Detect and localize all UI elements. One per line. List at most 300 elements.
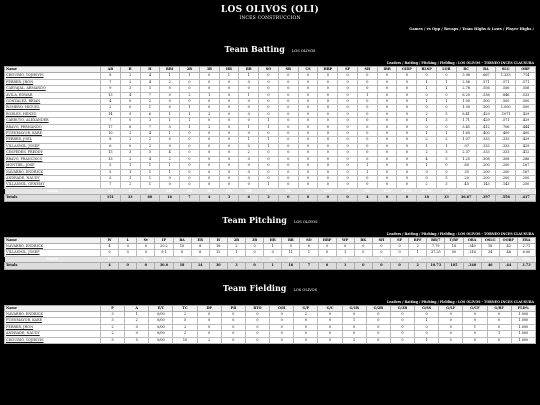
batting-cell: 0 [377,169,397,175]
fielding-column-header[interactable]: P [101,305,125,311]
pitching-cell: 0 [119,250,137,256]
batting-cell: 5 [437,150,457,156]
batting-cell: .500 [516,105,536,111]
player-name-link[interactable]: CESPEDES, FREDDY [5,150,101,156]
batting-cell: 0 [219,79,239,85]
player-name-link[interactable]: VILLASMIL, JOSEF [5,143,101,149]
fielding-column-header[interactable]: O/H [270,305,294,311]
pitching-column-header[interactable]: BB [282,256,300,262]
batting-cell: 0 [298,92,318,98]
pitching-column-header[interactable]: WP [336,256,354,262]
fielding-cell: 1.000 [511,324,535,330]
batting-column-header[interactable]: SH [357,188,377,194]
batting-column-header[interactable]: HBP [318,67,338,73]
batting-cell: 0 [180,156,200,162]
player-name-link[interactable]: CARRUYO, ALEXANDER [5,118,101,124]
batting-cell: 0 [180,175,200,181]
batting-column-header[interactable]: Name [5,188,101,194]
batting-cell: .556 [516,86,536,92]
batting-column-header[interactable]: SB [278,188,298,194]
fielding-cell: 1.000 [511,311,535,317]
nav-player-highs-link[interactable]: Player Highs [505,27,532,31]
pitching-column-header[interactable]: OSLG [481,237,499,243]
batting-column-header[interactable]: 2B [180,67,200,73]
batting-cell: 0 [397,169,417,175]
pitching-totals-cell: .44 [499,263,517,269]
batting-column-header[interactable]: HBP [318,188,338,194]
batting-column-header[interactable]: H [140,188,160,194]
pitching-column-header[interactable]: ERA [517,256,535,262]
player-name-link[interactable]: ANDRADE, NAUDY [5,331,101,337]
pitching-column-header[interactable]: ER [191,256,209,262]
batting-column-header[interactable]: HR [219,67,239,73]
nav-team-highs-link[interactable]: Team Highs & Lows [462,27,502,31]
player-name-link[interactable]: CARVAJAL, ARMANDO [5,86,101,92]
player-name-link[interactable]: VILLASMIL, JOSEF [5,250,101,256]
pitching-column-header[interactable]: SO [300,237,318,243]
pitching-column-header[interactable]: SO [300,256,318,262]
pitching-cell: 0 [372,243,390,249]
batting-cell: 1 [160,131,180,137]
batting-cell: 0 [160,92,180,98]
fielding-cell: 0/00 [149,331,173,337]
pitching-column-header[interactable]: HBP [318,256,336,262]
batting-cell: 0 [219,175,239,181]
batting-cell: 1 [180,73,200,79]
pitching-cell: 9.1 [155,250,173,256]
batting-column-header[interactable]: OBP [516,188,536,194]
pitching-cell: 6 [300,243,318,249]
pitching-column-header[interactable]: BPF [409,256,427,262]
pitching-column-header[interactable]: BA [173,256,191,262]
pitching-cell: 1 [336,250,354,256]
batting-column-header[interactable]: GIDP [397,67,417,73]
fielding-cell: 0 [487,324,511,330]
team-subtitle: INCES CONSTRUCCION [239,16,301,21]
pitching-nav-fielding[interactable]: Fielding [439,231,455,236]
batting-totals-cell: .397 [476,195,496,201]
pitching-column-header[interactable]: OOBP [499,256,517,262]
pitching-subtitle: LOS OLIVOS [293,219,318,224]
pitching-cell: 6.00 [517,250,535,256]
batting-cell: 0 [318,182,338,188]
pitching-column-header[interactable]: BA [173,237,191,243]
batting-cell: .45 [456,182,476,188]
pitching-cell: 1 [300,250,318,256]
batting-cell: 0 [120,118,140,124]
batting-cell: 1 [140,105,160,111]
pitching-column-header[interactable]: 2B [227,237,245,243]
pitching-column-header[interactable]: Name [5,256,101,262]
batting-cell: .533 [516,92,536,98]
batting-cell: 7 [101,182,121,188]
pitching-column-header[interactable]: WP [336,237,354,243]
batting-column-header[interactable]: BLSP [417,67,437,73]
batting-cell: 0 [318,73,338,79]
batting-cell: 0 [417,92,437,98]
pitching-column-header[interactable]: SF [391,237,409,243]
pitching-column-header[interactable]: ER [191,237,209,243]
fielding-nav-leaders[interactable]: Leaders [387,299,402,304]
batting-cell: 6 [120,124,140,130]
batting-column-header[interactable]: Name [5,67,101,73]
fielding-cell: 1 [415,318,439,324]
batting-cell: .714 [516,73,536,79]
player-name-link[interactable]: BRAVO, FERNANDO [5,124,101,130]
pitching-column-header[interactable]: HBP [318,237,336,243]
batting-cell: 0 [298,79,318,85]
batting-cell: 0 [239,111,259,117]
fielding-cell: 0 [390,331,414,337]
pitching-column-header[interactable]: OOBP [499,237,517,243]
player-name-link[interactable]: FERRER, JHON [5,324,101,330]
fielding-column-header[interactable]: Name [5,305,101,311]
batting-cell: .250 [516,182,536,188]
batting-cell: 0 [278,169,298,175]
pitching-column-header[interactable]: BK [354,237,372,243]
batting-cell: 0 [338,92,358,98]
pitching-cell: 34 [481,250,499,256]
batting-cell: 0 [417,169,437,175]
pitching-column-header[interactable]: SH [372,237,390,243]
batting-column-header[interactable]: CS [298,67,318,73]
batting-column-header[interactable]: LOB [437,67,457,73]
pitching-cell: 0 [354,243,372,249]
batting-cell: 0 [318,124,338,130]
batting-cell: 2.37 [456,150,476,156]
batting-column-header[interactable]: BB [239,188,259,194]
batting-cell: 0 [239,118,259,124]
fielding-column-header[interactable]: DP [197,305,221,311]
pitching-column-header[interactable]: 2B [227,256,245,262]
fielding-cell: 0 [318,331,342,337]
fielding-nav-fielding[interactable]: Fielding [439,299,455,304]
batting-cell: 2 [199,111,219,117]
batting-cell: 1.00 [456,99,476,105]
batting-column-header[interactable]: GIDP [397,188,417,194]
batting-cell: 2 [120,131,140,137]
fielding-column-header[interactable]: G/C [318,305,342,311]
pitching-column-header[interactable]: BB/7 [427,237,445,243]
player-name-link[interactable]: ANDRADE, NAUDY [5,175,101,181]
batting-cell: 0 [397,99,417,105]
batting-cell: 1.25 [456,156,476,162]
fielding-column-header[interactable]: E/T [149,305,173,311]
batting-nav-pitching[interactable]: Pitching [421,61,437,65]
player-name-link[interactable]: ROBLES, HENZO [5,111,101,117]
batting-cell: 8 [101,73,121,79]
batting-column-header[interactable]: CS [298,188,318,194]
fielding-nav-pitching[interactable]: Pitching [421,299,437,304]
batting-section-title [0,37,540,56]
batting-cell: 0 [259,73,279,79]
batting-cell: 0 [417,105,437,111]
nav-vs-opp-link[interactable]: vs Opp [426,27,441,31]
pitching-totals-cell: 0 [119,263,137,269]
pitching-section-title [0,208,540,227]
fielding-cell: 0 [270,324,294,330]
pitching-column-header[interactable]: W [101,256,119,262]
batting-cell: 0 [298,137,318,143]
batting-cell: .167 [516,169,536,175]
batting-column-header[interactable]: LOB [437,188,457,194]
fielding-column-header[interactable]: FLD% [511,305,535,311]
fielding-cell: 0 [270,337,294,343]
batting-cell: 0 [259,111,279,117]
batting-cell: .167 [516,163,536,169]
pitching-column-header[interactable]: L [119,256,137,262]
fielding-nav-batting[interactable]: Batting [404,299,418,304]
batting-column-header[interactable]: SO [259,188,279,194]
fielding-nav-league[interactable]: LOS OLIVOS - TORNEO INCES CLAUSURA [457,299,534,304]
player-name-link[interactable]: FUENMAYOR, KARE [5,131,101,137]
batting-column-header[interactable]: H [140,67,160,73]
fielding-cell: 0 [125,331,149,337]
batting-cell: 0 [377,163,397,169]
fielding-column-header[interactable]: G/LF [439,305,463,311]
fielding-cell: 1.000 [511,337,535,343]
player-name-link[interactable]: AVILA, EDWAR [5,92,101,98]
batting-cell: .706 [496,124,516,130]
pitching-column-header[interactable]: Sv [137,237,155,243]
nav-recaps-link[interactable]: Recaps [443,27,459,31]
pitching-column-header[interactable]: W [101,237,119,243]
batting-cell: 0 [437,169,457,175]
batting-cell: 0 [437,163,457,169]
pitching-column-header[interactable]: T/BF [445,237,463,243]
batting-column-header[interactable]: SLG [496,67,516,73]
player-name-link[interactable]: NAVARRO, ENDRICK [5,169,101,175]
batting-cell: 0 [338,73,358,79]
batting-cell: 0 [397,143,417,149]
batting-cell: 0 [259,156,279,162]
pitching-column-header[interactable]: 3B [246,256,264,262]
batting-column-header[interactable]: BA [476,67,496,73]
player-name-link[interactable]: FERRER, JHON [5,79,101,85]
batting-cell: .538 [476,92,496,98]
batting-column-header[interactable]: 3B [199,67,219,73]
batting-column-header[interactable]: AB [101,188,121,194]
batting-cell: 0 [199,182,219,188]
fielding-column-header[interactable]: G/2B [366,305,390,311]
batting-column-header[interactable]: RBI [160,188,180,194]
batting-cell: 17 [101,124,121,130]
batting-cell: 0 [357,73,377,79]
batting-cell: 0 [318,175,338,181]
batting-column-header[interactable]: BLSP [417,188,437,194]
batting-cell: 3 [120,150,140,156]
batting-cell: 0 [377,182,397,188]
pitching-column-header[interactable]: Name [5,237,101,243]
batting-column-header[interactable]: IBB [377,188,397,194]
batting-column-header[interactable]: R [120,67,140,73]
batting-cell: 0 [338,118,358,124]
batting-cell: 1 [259,137,279,143]
player-name-link[interactable]: CHOURIO, YOJHSVIS [5,73,101,79]
batting-cell: 0 [437,92,457,98]
batting-cell: 0 [357,86,377,92]
batting-cell: 1 [259,182,279,188]
batting-cell: 0 [357,79,377,85]
batting-cell: .500 [496,99,516,105]
batting-cell: 1 [417,143,437,149]
fielding-column-header[interactable]: TC [173,305,197,311]
pitching-column-header[interactable]: L [119,237,137,243]
pitching-column-header[interactable]: BB [282,237,300,243]
player-name-link[interactable]: FUENMAYOR, KARE [5,318,101,324]
batting-column-header[interactable]: SB [278,67,298,73]
batting-column-header[interactable]: OBP [516,67,536,73]
batting-cell: 0 [338,105,358,111]
batting-cell: 1 [417,131,437,137]
batting-cell: 0 [377,118,397,124]
batting-nav-batting[interactable]: Batting [404,61,418,65]
pitching-cell: 0 [246,243,264,249]
batting-cell: .333 [496,143,516,149]
batting-cell: .35 [456,169,476,175]
pitching-column-header[interactable]: BK [354,256,372,262]
batting-column-header[interactable]: SLG [496,188,516,194]
batting-cell: 0 [338,137,358,143]
batting-cell: 0 [397,118,417,124]
batting-column-header[interactable]: R [120,188,140,194]
pitching-column-header[interactable]: HR [264,237,282,243]
batting-column-header[interactable]: RC [456,67,476,73]
batting-cell: .333 [496,137,516,143]
batting-cell: 2 [120,156,140,162]
pitching-nav-league[interactable]: LOS OLIVOS - TORNEO INCES CLAUSURA [457,231,534,236]
fielding-column-header[interactable]: G/RF [487,305,511,311]
fielding-column-header[interactable]: G/3B [390,305,414,311]
player-name-link[interactable]: MONTIEL, JOSE [5,163,101,169]
fielding-column-header[interactable]: G/SS [415,305,439,311]
batting-column-header[interactable]: SH [357,67,377,73]
batting-cell: 3 [140,118,160,124]
batting-column-header[interactable]: BB [239,67,259,73]
batting-cell: 2 [120,137,140,143]
batting-column-header[interactable]: SF [338,67,358,73]
pitching-nav-batting[interactable]: Batting [404,231,418,236]
pitching-column-header[interactable]: BPF [409,237,427,243]
pitching-column-header[interactable]: HR [264,256,282,262]
batting-column-header[interactable]: RC [456,188,476,194]
pitching-column-header[interactable]: OBA [463,237,481,243]
fielding-column-header[interactable]: G/1B [342,305,366,311]
pitching-column-header[interactable]: IP [155,237,173,243]
pitching-column-header[interactable]: SH [372,256,390,262]
batting-column-header[interactable]: RBI [160,67,180,73]
pitching-column-header[interactable]: Sv [137,256,155,262]
fielding-cell: 1 [342,318,366,324]
batting-cell: 1 [437,99,457,105]
fielding-cell: 1.000 [511,331,535,337]
batting-cell: 0 [417,73,437,79]
pitching-column-header[interactable]: OBA [463,256,481,262]
batting-column-header[interactable]: 2B [180,188,200,194]
fielding-nav: Leaders / Batting / Pitching / Fielding : LOS OLIVOS - TORNEO INCES CLAUSURA [387,299,534,304]
batting-cell: 0 [239,105,259,111]
batting-cell: 15 [101,150,121,156]
batting-cell: 0 [160,86,180,92]
player-name-link[interactable]: NAVARRO, ENDRICK [5,311,101,317]
batting-totals-cell: 18 [417,195,437,201]
pitching-column-header[interactable]: T/BF [445,256,463,262]
pitching-column-header[interactable]: H [209,256,227,262]
batting-cell: 8 [101,137,121,143]
batting-column-header[interactable]: AB [101,67,121,73]
pitching-cell: 50 [445,250,463,256]
player-name-link[interactable]: CHOURIO, YOJHSVIS [5,337,101,343]
fielding-cell: 0 [197,324,221,330]
fielding-cell: 2 [197,337,221,343]
fielding-column-header[interactable]: A [125,305,149,311]
batting-cell: 7 [140,124,160,130]
fielding-column-header[interactable]: G/CF [463,305,487,311]
batting-cell: .80 [456,163,476,169]
fielding-column-header[interactable]: PB [221,305,245,311]
fielding-cell: 0 [270,311,294,317]
batting-cell: 0 [199,143,219,149]
pitching-nav-leaders[interactable]: Leaders [387,231,402,236]
pitching-column-header[interactable]: 3B [246,237,264,243]
batting-nav-league[interactable]: LOS OLIVOS - TORNEO INCES CLAUSURA [457,61,534,65]
batting-cell: 0 [377,73,397,79]
batting-cell: 1 [219,73,239,79]
pitching-column-header[interactable]: ERA [517,237,535,243]
batting-cell: 1 [140,169,160,175]
batting-cell: 0 [239,182,259,188]
pitching-totals-cell: 10.73 [427,263,445,269]
batting-nav-fielding[interactable]: Fielding [439,61,455,65]
nav-games-link[interactable]: Games [409,27,423,31]
batting-cell: 0 [318,156,338,162]
batting-column-header[interactable]: HR [219,188,239,194]
pitching-cell: 0 [354,250,372,256]
pitching-column-header[interactable]: BB/7 [427,256,445,262]
batting-column-header[interactable]: SO [259,67,279,73]
player-name-link[interactable]: NAVARRO, ENDRICK [5,243,101,249]
batting-cell: 2 [101,105,121,111]
batting-subtitle: LOS OLIVOS [291,49,316,53]
pitching-nav-pitching[interactable]: Pitching [421,231,437,236]
player-name-link[interactable]: FERRER, JOEL [5,137,101,143]
pitching-column-header[interactable]: H [209,237,227,243]
batting-nav-leaders[interactable]: Leaders [387,61,402,65]
batting-cell: 3 [437,182,457,188]
fielding-column-header[interactable]: RTO [245,305,269,311]
pitching-column-header[interactable]: IP [155,256,173,262]
batting-column-header[interactable]: 3B [199,188,219,194]
batting-title: Team Batting [224,44,285,54]
batting-cell: 1 [180,111,200,117]
player-name-link[interactable]: ROMERO, MIGUEL [5,105,101,111]
batting-column-header[interactable]: SF [338,188,358,194]
pitching-cell: 0 [119,243,137,249]
player-name-link[interactable]: VILLASMIL, GENEMY [5,182,101,188]
batting-column-header[interactable]: BA [476,188,496,194]
pitching-totals-cell: 1 [336,263,354,269]
pitching-cell: 7.79 [427,243,445,249]
fielding-column-header[interactable]: G/P [294,305,318,311]
batting-column-header[interactable]: IBB [377,67,397,73]
pitching-column-header[interactable]: SF [391,256,409,262]
player-name-link[interactable]: GONZALEZ, BRIAN [5,99,101,105]
fielding-cell: 1 [125,311,149,317]
batting-cell: 1 [140,182,160,188]
pitching-column-header[interactable]: OSLG [481,256,499,262]
player-name-link[interactable]: BRAVO, FRANCISCO [5,156,101,162]
batting-cell: 0 [338,79,358,85]
